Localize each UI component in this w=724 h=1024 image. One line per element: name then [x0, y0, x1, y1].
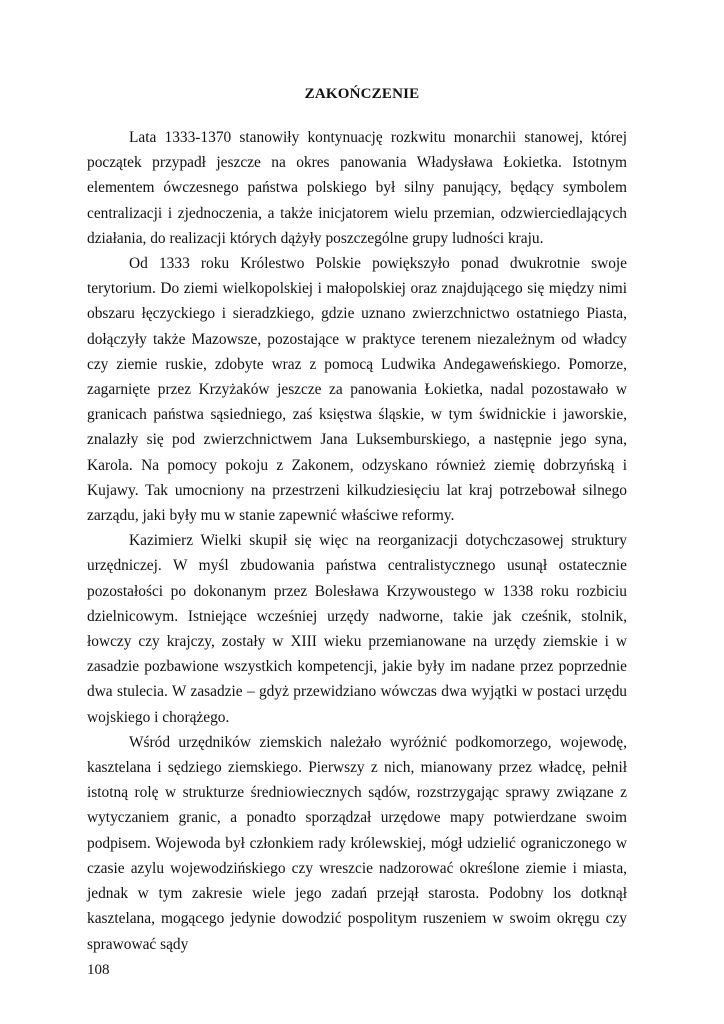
paragraph-1: Lata 1333-1370 stanowiły kontynuację rozkwitu monarchii stanowej, której początek przypadł jeszcze na okres panowania Władysława Łokietka. Istotnym elementem ówczesnego państwa polskiego był silny panujący, będący symbolem centralizacji i zjednoczenia, a także inicjatorem wielu przemian, odzwierciedlających działania, do realizacji których dążyły poszczególne grupy ludności kraju. [87, 129, 627, 247]
chapter-title: ZAKOŃCZENIE [304, 86, 420, 102]
body-text [87, 125, 627, 957]
paragraph-2: Od 1333 roku Królestwo Polskie powiększyło ponad dwukrotnie swoje terytorium. Do ziemi wielkopolskiej i małopolskiej oraz znajdującego się między nimi obszaru łęczyckiego i sieradzkiego, gdzie uznano zwierzchnictwo ostatniego Piasta, dołączyły także Mazowsze, pozostające w praktyce terenem niezależnym od władcy czy ziemie ruskie, zdobyte wraz z pomocą Ludwika Andegaweńskiego. Pomorze, zagarnięte przez Krzyżaków jeszcze za panowania Łokietka, nadal pozostawało w granicach państwa sąsiedniego, zaś księstwa śląskie, w tym świdnickie i jaworskie, znalazły się pod zwierzchnictwem Jana Luksemburskiego, a następnie jego syna, Karola. Na pomocy pokoju z Zakonem, odzyskano również ziemię dobrzyńską i Kujawy. Tak umocniony na przestrzeni kilkudziesięciu lat kraj potrzebował silnego zarządu, jaki były mu w stanie zapewnić właściwe reformy. [87, 255, 627, 525]
page-number: 108 [87, 962, 110, 978]
paragraph-4: Wśród urzędników ziemskich należało wyróżnić podkomorzego, wojewodę, kasztelana i sędziego ziemskiego. Pierwszy z nich, mianowany przez władcę, pełnił istotną rolę w strukturze średniowiecznych sądów, rozstrzygając sprawy związane z wytyczaniem granic, a ponadto sporządzał urzędowe mapy potwierdzane swoim podpisem. Wojewoda był członkiem rady królewskiej, mógł udzielić ograniczonego w czasie azylu wojewodzińskiego czy wreszcie nadzorować określone ziemie i miasta, jednak w tym zakresie wiele jego zadań przejął starosta. Podobny los dotknął kasztelana, mogącego jedynie dowodzić pospolitym ruszeniem w swoim okręgu czy sprawować sądy [87, 733, 627, 953]
paragraph-3: Kazimierz Wielki skupił się więc na reorganizacji dotychczasowej struktury urzędniczej. W myśl zbudowania państwa centralistycznego usunął ostatecznie pozostałości po dokonanym przez Bolesława Krzywoustego w 1338 roku rozbiciu dzielnicowym. Istniejące wcześniej urzędy nadworne, takie jak cześnik, stolnik, łowczy czy krajczy, zostały w XIII wieku przemianowane na urzędy ziemskie i w zasadzie pozbawione wszystkich kompetencji, jakie były im nadane przez poprzednie dwa stulecia. W zasadzie – gdyż przewidziano wówczas dwa wyjątki w postaci urzędu wojskiego i chorążego. [87, 532, 627, 726]
